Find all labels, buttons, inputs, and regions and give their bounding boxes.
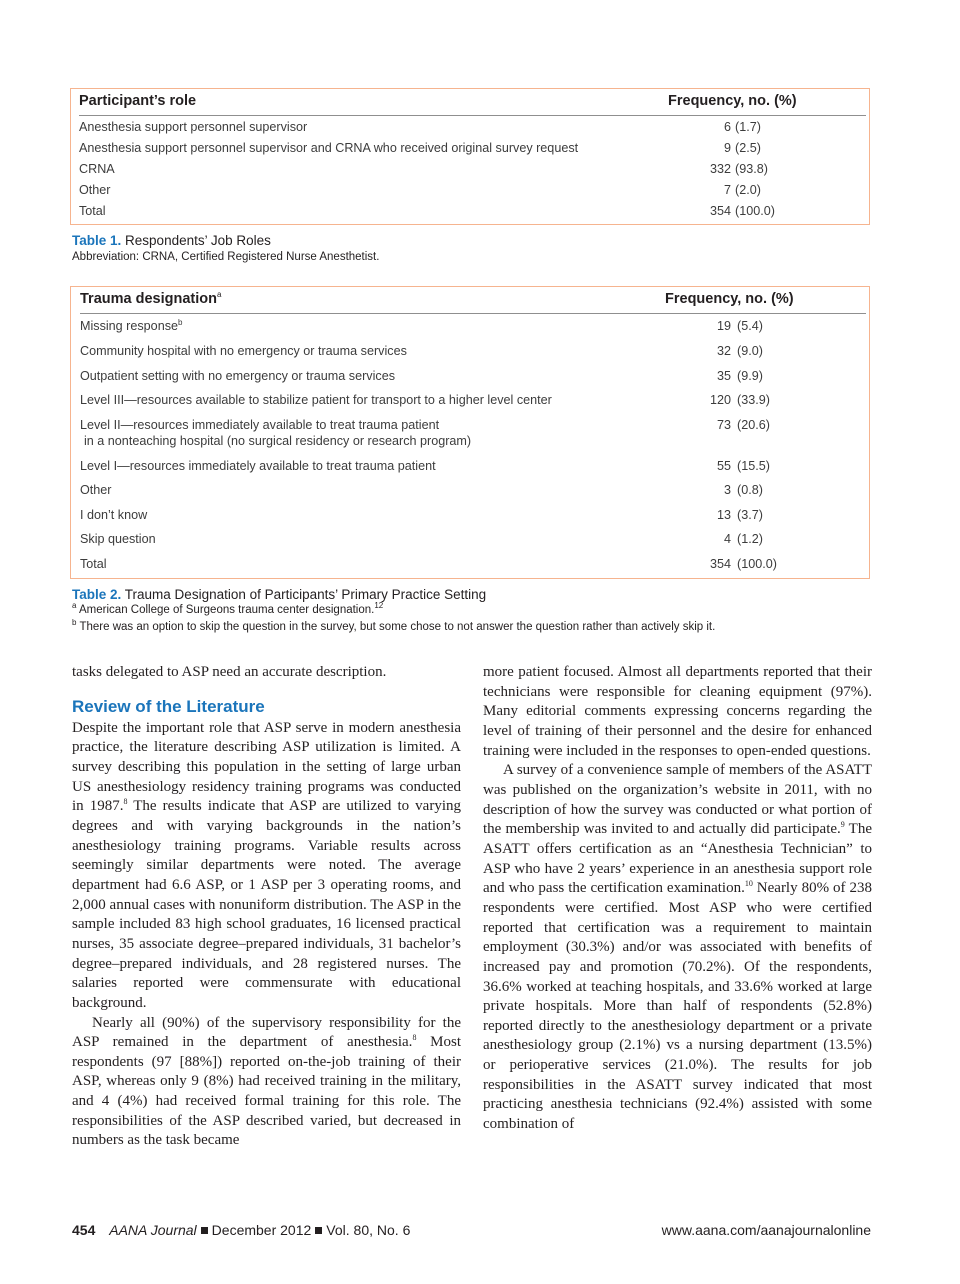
section-heading: Review of the Literature — [72, 696, 265, 716]
table-row-percent: (93.8) — [735, 162, 768, 176]
table-2-caption-text: Trauma Designation of Participants’ Primary Practice Setting — [124, 587, 487, 602]
footnote-marker: a — [72, 601, 77, 611]
table-2-footnote-a — [72, 601, 384, 616]
table-row-label: Level III—resources available to stabilize patient for transport to a higher level center — [80, 393, 552, 407]
paragraph — [72, 1014, 461, 1152]
table-1-header-role: Participant’s role — [79, 93, 197, 109]
table-2-footnote-b — [72, 618, 716, 633]
table-1-caption — [72, 233, 271, 248]
table-row-label: I don’t know — [80, 508, 148, 522]
table-row-percent: (33.9) — [737, 393, 770, 407]
table-row-count: 354 — [709, 204, 731, 218]
left-column — [72, 663, 461, 1151]
table-row-label: Outpatient setting with no emergency or trauma services — [80, 369, 395, 383]
table-row-count: 13 — [716, 508, 731, 522]
reference-number: 9 — [840, 820, 845, 830]
table-row-count: 9 — [723, 141, 731, 155]
page-footer-left — [72, 1222, 410, 1238]
footnote-text: There was an option to skip the question in the survey, but some chose to not answer the question rather than actively skip it. — [79, 621, 716, 633]
footnote-marker: b — [72, 618, 77, 628]
table-row-count: 4 — [723, 532, 731, 546]
square-bullet-icon — [315, 1227, 322, 1234]
table-1 — [70, 88, 870, 225]
table-row-count: 7 — [723, 183, 731, 197]
paragraph-continued: more patient focused. Almost all departments reported that their technicians were responsible for cleaning equipment (97%). Many editorial comments expressing concerns regarding the level of training of their personnel and the desire for enhanced training were included in the responses to open-ended questions. — [483, 664, 872, 759]
table-row-label: Skip question — [80, 532, 156, 546]
table-row-label: Other — [80, 483, 112, 497]
reference-number: 8 — [123, 797, 128, 807]
table-1-caption-text: Respondents’ Job Roles — [125, 233, 271, 248]
table-row-label: Level I—resources immediately available to treat trauma patient — [80, 459, 436, 473]
table-row-percent: (15.5) — [737, 459, 770, 473]
table-row-percent: (9.0) — [737, 344, 763, 358]
table-row-percent: (5.4) — [737, 319, 763, 333]
table-2-caption-label: Table 2. — [72, 587, 122, 602]
right-column — [483, 663, 872, 1135]
table-row-label: CRNA — [79, 162, 115, 176]
footnote-marker: a — [216, 290, 222, 300]
table-1-caption-label: Table 1. — [72, 233, 122, 248]
reference-number: 12 — [374, 601, 384, 611]
table-2-header-frequency: Frequency, no. (%) — [665, 291, 794, 307]
table-row-percent: (1.7) — [735, 120, 761, 134]
footnote-marker: b — [178, 317, 183, 327]
table-row-count: 354 — [709, 557, 731, 571]
table-row-percent: (9.9) — [737, 369, 763, 383]
table-row-label: Level II—resources immediately available to treat trauma patient — [80, 418, 440, 432]
journal-name: AANA Journal — [109, 1222, 197, 1238]
paragraph-text: Despite the important role that ASP serve in modern anesthesia practice, the literature describing ASP utilization is limited. A survey describing this population in the setting of large urban US anesthesiology residency training programs was conducted in 1987. — [72, 719, 461, 815]
table-row-percent: (100.0) — [735, 204, 775, 218]
reference-number: 8 — [412, 1033, 417, 1043]
paragraph-text: Nearly 80% of 238 respondents were certified. Most ASP who were certified reported that certification was a requirement to maintain employment (30.3%) and/or was associated with benefits of increased pay and promotion (70.2%). Of the respondents, 36.6% worked at teaching hospitals, and 33.6% worked at large private hospitals. More than half of respondents (52.8%) reported directly to the anesthesiology department or a private anesthesiology group (2.1%) vs a nursing department (13.5%) or perioperative services (21.0%). The results for job responsibilities in the ASATT survey indicated that most practicing anesthesia technicians (92.4%) assisted with some combination of — [483, 880, 872, 1133]
table-2-header-rule — [80, 313, 866, 314]
issue-date: December 2012 — [211, 1222, 312, 1238]
table-row-label — [80, 319, 182, 333]
table-1-abbreviation: Abbreviation: CRNA, Certified Registered Nurse Anesthetist. — [72, 251, 380, 263]
paragraph-text: A survey of a convenience sample of members of the ASATT was published on the organization’s website in 2011, with no description of how the survey was conducted or what portion of the membership was invited to and actually did participate. — [483, 762, 872, 838]
table-row-label-text: Missing response — [80, 319, 178, 333]
table-row-count: 120 — [709, 393, 731, 407]
table-row-label: Total — [79, 204, 106, 218]
table-row-count: 3 — [723, 483, 731, 497]
paragraph-text: Nearly all (90%) of the supervisory responsibility for the ASP remained in the department of anesthesia. — [72, 1014, 461, 1051]
table-row-label-continued: in a nonteaching hospital (no surgical residency or research program) — [84, 434, 472, 448]
table-row-count: 6 — [723, 120, 731, 134]
square-bullet-icon — [201, 1227, 208, 1234]
footnote-text: American College of Surgeons trauma center designation. — [79, 604, 375, 616]
paragraph-continued: tasks delegated to ASP need an accurate description. — [72, 664, 387, 680]
paragraph — [483, 761, 872, 1134]
paragraph-text: Most respondents (97 [88%]) reported on-the-job training of their ASP, whereas only 9 (8%) had received training in the military, and 4 (4%) had received formal training for this role. The responsibilities of the ASP described varied, but decreased in numbers as the task became — [72, 1034, 461, 1149]
table-row-label: Anesthesia support personnel supervisor and CRNA who received original survey request — [79, 141, 579, 155]
table-row-count: 35 — [716, 369, 731, 383]
table-row-count: 73 — [716, 418, 731, 432]
table-1-header-frequency: Frequency, no. (%) — [668, 93, 797, 109]
table-row-percent: (2.5) — [735, 141, 761, 155]
table-row-label: Anesthesia support personnel supervisor — [79, 120, 308, 134]
paragraph-text: The results indicate that ASP are utilized to varying degrees and with varying backgrounds in the nation’s anesthesiology training programs. Variable results across seemingly similar departments were noted. The average department had 6.6 ASP, or 1 ASP per 3 operating rooms, and 2,000 annual cases with nonuniform distribution. The ASP in the sample included 83 high school graduates, 16 licensed practical nurses, 35 associate degree–prepared individuals, 31 bachelor’s degree–prepared individuals, and 28 registered nurses. The salaries reported were commensurate with educational background. — [72, 798, 461, 1011]
table-row-percent: (20.6) — [737, 418, 770, 432]
table-row-count: 55 — [716, 459, 731, 473]
table-2-header-designation-text: Trauma designation — [80, 291, 217, 307]
paragraph-text: The ASATT offers certification as an “Anesthesia Technician” to ASP who have 2 years’ experience in an anesthesia support role and who pass the certification examination. — [483, 821, 872, 897]
page-number: 454 — [72, 1222, 96, 1238]
table-2 — [70, 286, 870, 579]
table-row-count: 32 — [716, 344, 731, 358]
paragraph — [72, 719, 461, 1014]
table-row-percent: (0.8) — [737, 483, 763, 497]
table-2-header-designation — [80, 291, 221, 307]
table-row-count: 332 — [709, 162, 731, 176]
table-row-count: 19 — [716, 319, 731, 333]
table-row-label: Total — [80, 557, 107, 571]
table-row-percent: (3.7) — [737, 508, 763, 522]
reference-number: 10 — [744, 879, 753, 889]
table-row-percent: (2.0) — [735, 183, 761, 197]
table-1-header-rule — [79, 115, 866, 116]
table-2-caption — [72, 587, 486, 602]
table-row-percent: (1.2) — [737, 532, 763, 546]
table-row-label: Community hospital with no emergency or trauma services — [80, 344, 407, 358]
journal-url: www.aana.com/aanajournalonline — [661, 1222, 871, 1238]
table-row-label: Other — [79, 183, 111, 197]
volume-number: Vol. 80, No. 6 — [326, 1222, 411, 1238]
table-row-percent: (100.0) — [737, 557, 777, 571]
